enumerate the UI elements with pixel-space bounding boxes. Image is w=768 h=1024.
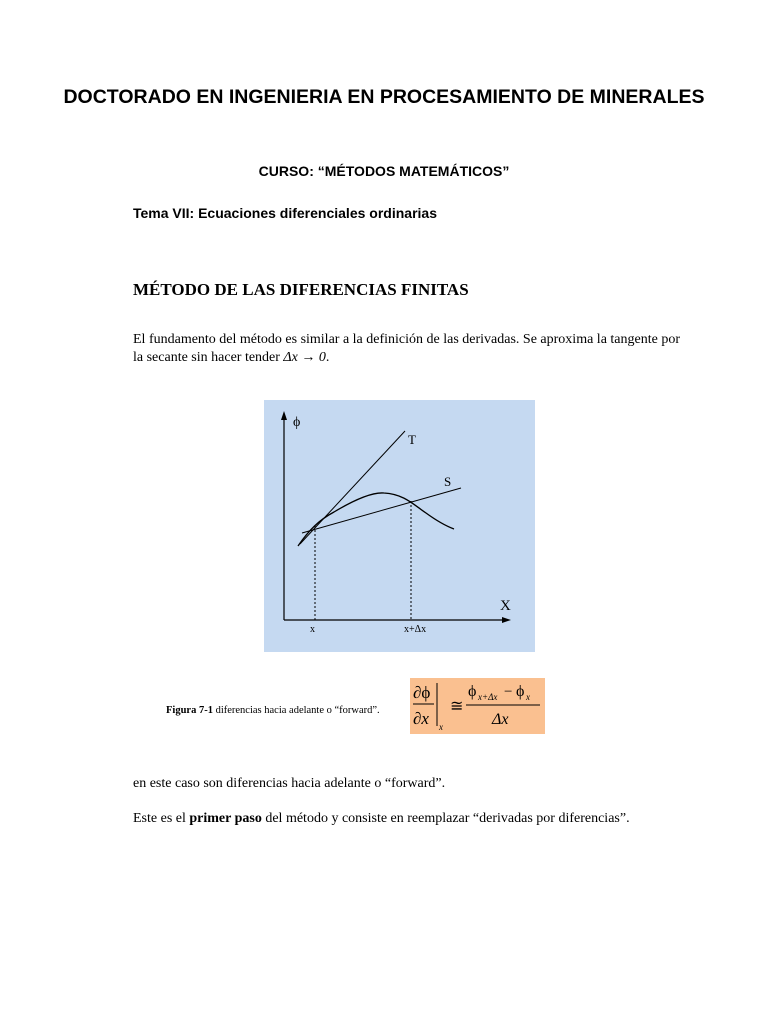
secant-line xyxy=(302,488,461,533)
phi-2: ϕ xyxy=(516,683,525,700)
x-tick-label: x xyxy=(310,624,315,635)
formula-num-left: ∂ϕ xyxy=(413,683,431,702)
topic-title: Tema VII: Ecuaciones diferenciales ordinarias xyxy=(133,205,437,221)
formula-den-left: ∂x xyxy=(413,709,429,728)
tangent-line xyxy=(300,431,405,544)
evaluation-subscript: x xyxy=(439,722,443,732)
x-delta-tick-label: x+Δx xyxy=(404,624,427,635)
x-axis-label: X xyxy=(500,598,511,614)
intro-text: El fundamento del método es similar a la definición de las derivadas. Se aproxima la tangente por la secante sin hacer tender xyxy=(133,332,680,365)
phi-1: ϕ xyxy=(468,683,477,700)
function-curve xyxy=(298,493,454,546)
course-title: CURSO: “MÉTODOS MATEMÁTICOS” xyxy=(258,163,510,179)
body-paragraph-forward: en este caso son diferencias hacia adelante o “forward”. xyxy=(133,776,446,791)
section-heading: MÉTODO DE LAS DIFERENCIAS FINITAS xyxy=(133,280,469,299)
figure-graphic xyxy=(264,400,535,652)
finite-difference-figure xyxy=(264,400,535,652)
minus-sign: − xyxy=(504,684,513,700)
formula-graphic xyxy=(410,678,545,734)
forward-difference-formula xyxy=(410,678,545,734)
phi-2-subscript: x xyxy=(526,692,530,702)
p3-bold: primer paso xyxy=(189,811,262,826)
formula-den-right: Δx xyxy=(492,711,509,728)
figure-number: Figura 7-1 xyxy=(166,705,213,716)
figure-caption xyxy=(166,705,380,716)
x-axis-arrow xyxy=(502,617,511,623)
p3-after: del método y consiste en reemplazar “derivadas por diferencias”. xyxy=(261,811,630,826)
p3-before: Este es el xyxy=(133,811,190,826)
intro-math: Δx → 0 xyxy=(283,350,326,365)
document-title: DOCTORADO EN INGENIERIA EN PROCESAMIENTO DE MINERALES xyxy=(63,86,705,108)
tangent-label: T xyxy=(408,432,416,447)
secant-label: S xyxy=(444,474,452,489)
y-axis-arrow xyxy=(281,411,287,420)
y-axis-label: ϕ xyxy=(293,415,301,430)
caption-text: diferencias hacia adelante o “forward”. xyxy=(212,705,380,716)
body-paragraph-first-step xyxy=(133,811,630,827)
intro-paragraph xyxy=(133,331,693,367)
phi-1-subscript: x+Δx xyxy=(478,692,498,702)
approx-sign: ≅ xyxy=(450,698,464,715)
intro-end: . xyxy=(325,350,330,365)
